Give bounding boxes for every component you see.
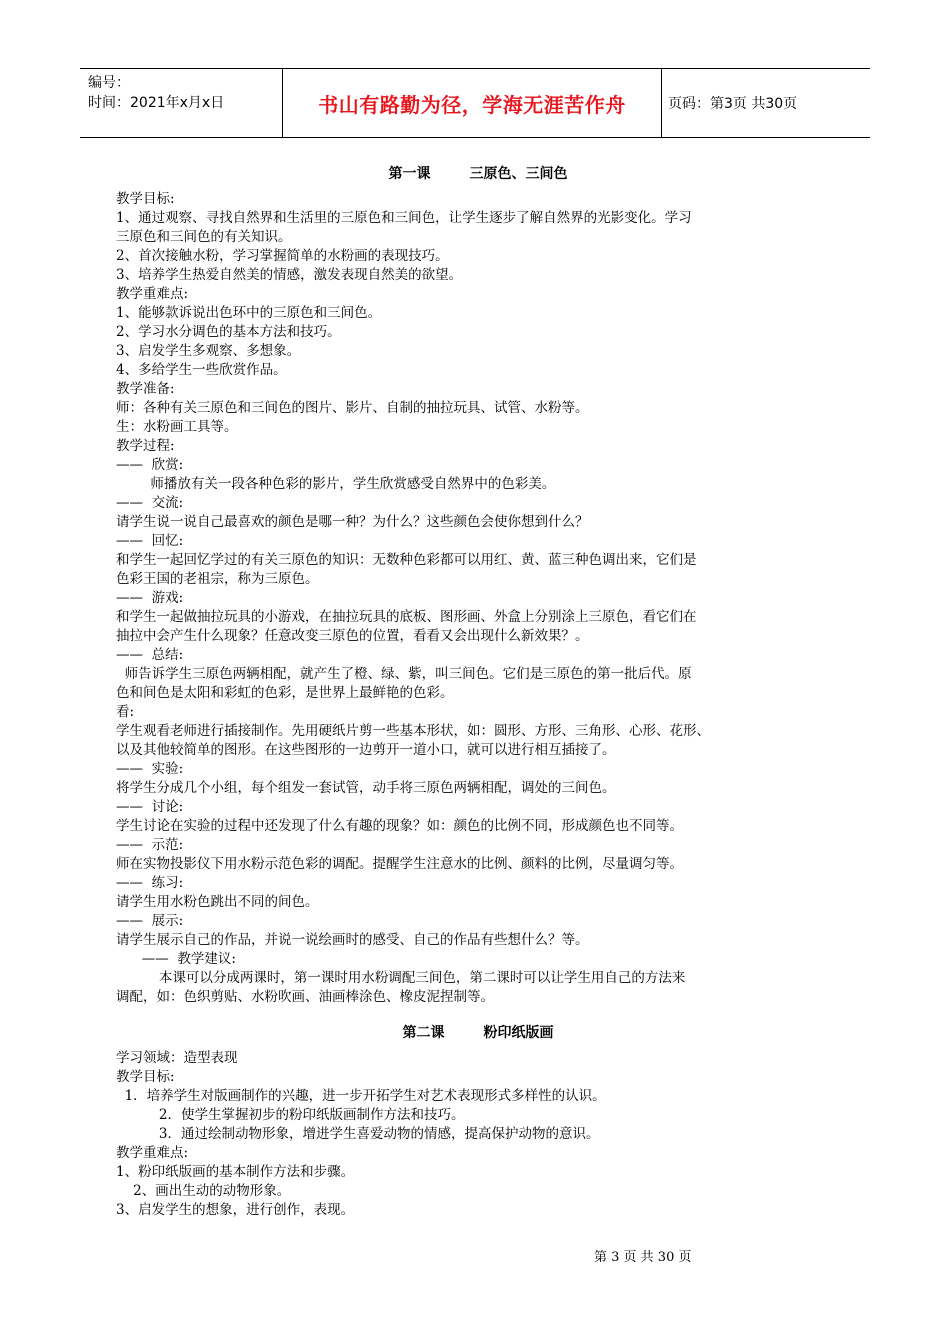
lesson2-line: 教学目标: [116, 1069, 175, 1085]
page-footer: 第 3 页 共 30 页 [594, 1250, 692, 1265]
lesson1-line: 师告诉学生三原色两辆相配，就产生了橙、绿、紫，叫三间色。它们是三原色的第一批后代。原 [116, 666, 692, 682]
lesson2-line: 2．使学生掌握初步的粉印纸版画制作方法和技巧。 [116, 1107, 465, 1123]
lesson1-line: 3、培养学生热爱自然美的情感，激发表现自然美的欲望。 [116, 267, 463, 283]
lesson1-line: 色和间色是太阳和彩虹的色彩，是世界上最鲜艳的色彩。 [116, 685, 454, 701]
lesson1-line: 看: [116, 704, 135, 720]
document-body [116, 158, 840, 1220]
lesson1-line: 教学准备: [116, 381, 175, 397]
lesson1-line: 和学生一起回忆学过的有关三原色的知识：无数种色彩都可以用红、黄、蓝三种色调出来，它们是 [116, 552, 697, 568]
lesson1-line: —— 总结: [116, 647, 184, 663]
lesson1-line: —— 回忆: [116, 533, 184, 549]
lesson2-line: 3、启发学生的想象，进行创作，表现。 [116, 1202, 355, 1218]
lesson1-line: 2、学习水分调色的基本方法和技巧。 [116, 324, 341, 340]
lesson1-line: 3、启发学生多观察、多想象。 [116, 343, 301, 359]
lesson1-line: 学生讨论在实验的过程中还发现了什么有趣的现象？如：颜色的比例不同，形成颜色也不同等。 [116, 818, 683, 834]
lesson1-line: 1、通过观察、寻找自然界和生活里的三原色和三间色，让学生逐步了解自然界的光影变化。学习 [116, 210, 692, 226]
lesson1-line: —— 教学建议: [116, 951, 236, 967]
lesson1-line: —— 实验: [116, 761, 184, 777]
lesson1-line: 师播放有关一段各种色彩的影片，学生欣赏感受自然界中的色彩美。 [116, 476, 556, 492]
section-gap [116, 1007, 840, 1017]
lesson1-line: 请学生用水粉色跳出不同的间色。 [116, 894, 319, 910]
lesson1-content [116, 190, 840, 1007]
lesson2-content [116, 1049, 840, 1220]
lesson1-line: 学生观看老师进行插接制作。先用硬纸片剪一些基本形状，如：圆形、方形、三角形、心形、花形、 [116, 723, 710, 739]
lesson1-line: 师在实物投影仪下用水粉示范色彩的调配。提醒学生注意水的比例、颜料的比例，尽量调匀等。 [116, 856, 683, 872]
lesson2-line: 2、画出生动的动物形象。 [116, 1183, 291, 1199]
lesson2-line: 3．通过绘制动物形象，增进学生喜爱动物的情感，提高保护动物的意识。 [116, 1126, 600, 1142]
lesson1-line: 教学重难点: [116, 286, 189, 302]
lesson1-line: 以及其他较简单的图形。在这些图形的一边剪开一道小口，就可以进行相互插接了。 [116, 742, 616, 758]
lesson1-line: 师：各种有关三原色和三间色的图片、影片、自制的抽拉玩具、试管、水粉等。 [116, 400, 589, 416]
lesson1-title: 第一课 三原色、三间色 [388, 166, 568, 182]
lesson1-line: 抽拉中会产生什么现象？任意改变三原色的位置，看看又会出现什么新效果？。 [116, 628, 589, 644]
lesson1-line: 生：水粉画工具等。 [116, 419, 238, 435]
lesson1-line: 请学生展示自己的作品，并说一说绘画时的感受、自己的作品有些想什么？等。 [116, 932, 589, 948]
lesson1-line: —— 讨论: [116, 799, 184, 815]
lesson1-line: 教学过程: [116, 438, 175, 454]
lesson2-line: 教学重难点: [116, 1145, 189, 1161]
lesson1-line: 三原色和三间色的有关知识。 [116, 229, 292, 245]
lesson1-line: 将学生分成几个小组，每个组发一套试管，动手将三原色两辆相配，调处的三间色。 [116, 780, 616, 796]
lesson1-line: —— 游戏: [116, 590, 184, 606]
lesson1-line: 教学目标: [116, 191, 175, 207]
lesson1-line: 调配，如：色织剪贴、水粉吹画、油画棒涂色、橡皮泥捏制等。 [116, 989, 494, 1005]
number-label: 编号： [88, 75, 130, 91]
page-header [80, 68, 870, 138]
lesson1-line: —— 欣赏: [116, 457, 184, 473]
lesson1-line: 色彩王国的老祖宗，称为三原色。 [116, 571, 319, 587]
lesson2-line: 学习领域：造型表现 [116, 1050, 238, 1066]
lesson1-line: 请学生说一说自己最喜欢的颜色是哪一种？为什么？这些颜色会使你想到什么？ [116, 514, 589, 530]
lesson1-line: 和学生一起做抽拉玩具的小游戏，在抽拉玩具的底板、图形画、外盒上分别涂上三原色，看它们在 [116, 609, 697, 625]
lesson1-line: 1、能够款诉说出色环中的三原色和三间色。 [116, 305, 382, 321]
lesson1-line: 2、首次接触水粉，学习掌握简单的水粉画的表现技巧。 [116, 248, 449, 264]
lesson1-line: —— 展示: [116, 913, 184, 929]
date-label: 时间：2021年x月x日 [88, 95, 225, 111]
lesson2-line: 1、粉印纸版画的基本制作方法和步骤。 [116, 1164, 355, 1180]
header-left-cell [88, 73, 282, 113]
header-page-info: 页码：第3页 共30页 [668, 96, 798, 112]
lesson2-line: 1．培养学生对版画制作的兴趣，进一步开拓学生对艺术表现形式多样性的认识。 [116, 1088, 606, 1104]
lesson2-title: 第二课 粉印纸版画 [402, 1025, 554, 1041]
lesson1-line: 4、多给学生一些欣赏作品。 [116, 362, 287, 378]
lesson1-line: —— 示范: [116, 837, 184, 853]
lesson1-line: —— 交流: [116, 495, 184, 511]
header-motto: 书山有路勤为径，学海无涯苦作舟 [282, 69, 662, 137]
lesson1-line: 本课可以分成两课时，第一课时用水粉调配三间色，第二课时可以让学生用自己的方法来 [116, 970, 686, 986]
lesson1-line: —— 练习: [116, 875, 184, 891]
